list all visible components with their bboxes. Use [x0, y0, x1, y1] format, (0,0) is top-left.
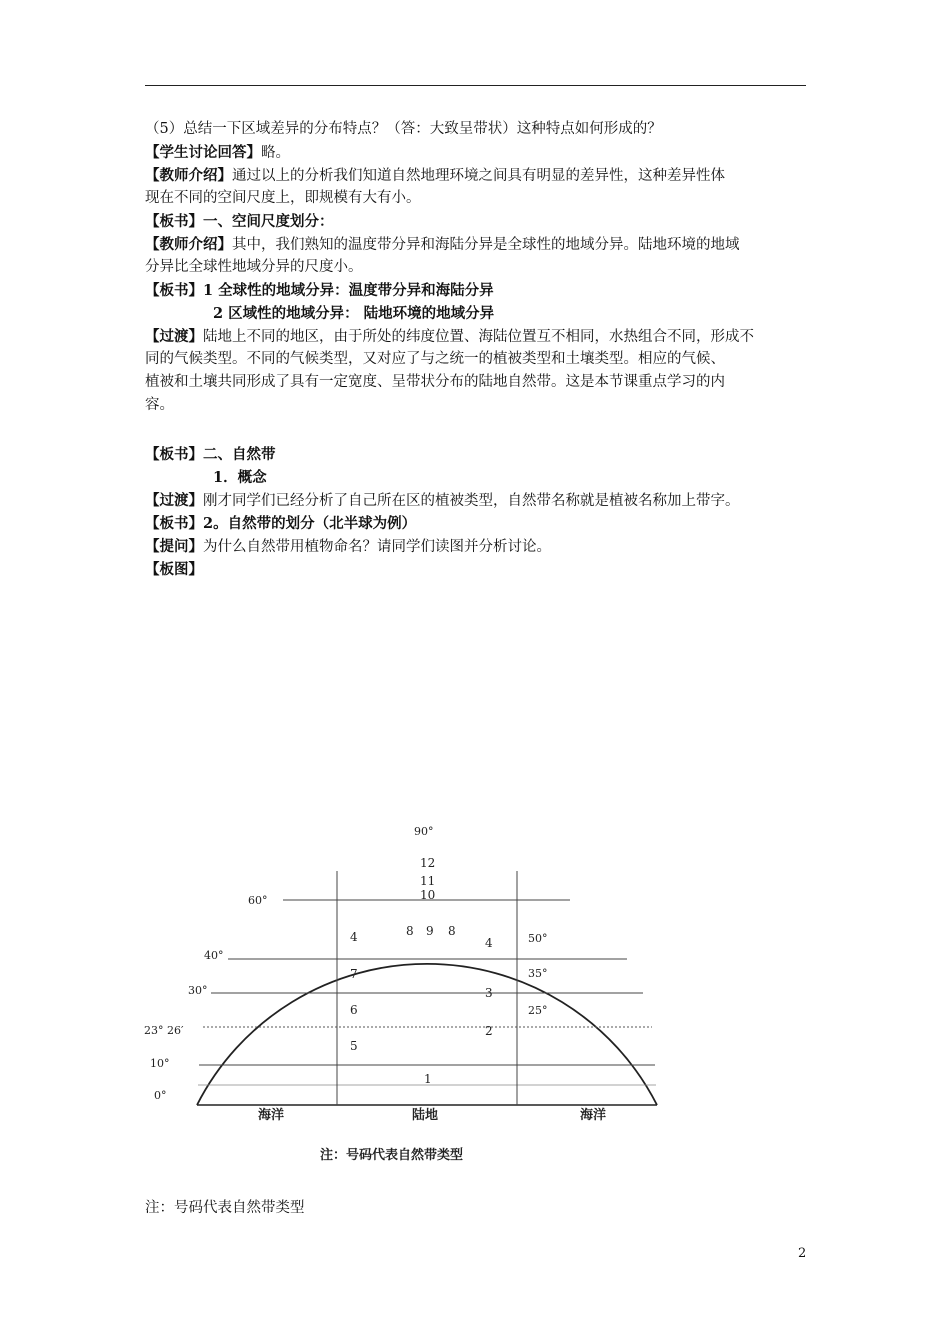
zone-3: 3: [485, 986, 493, 1000]
bold-segment: 1．概念: [213, 469, 267, 486]
lat-90-label: 90°: [414, 825, 434, 838]
ocean-right-label: 海洋: [580, 1108, 607, 1123]
text-line: [145, 535, 807, 558]
figure-caption: 注：号码代表自然带类型: [320, 1148, 464, 1163]
lat-60-label: 60°: [248, 894, 268, 907]
zone-8-right: 8: [448, 924, 456, 938]
zone-11: 11: [420, 874, 436, 888]
text-segment: 略。: [261, 145, 290, 161]
lesson-text: [145, 118, 807, 581]
text-segment: 刚才同学们已经分析了自己所在区的植被类型，自然带名称就是植被名称加上带字。: [203, 493, 740, 509]
text-segment: 陆地上不同的地区，由于所处的纬度位置、海陆位置互不相同，水热组合不同，形成不: [203, 329, 754, 345]
bold-segment: 2 区域性的地域分异： 陆地环境的地域分异: [213, 305, 495, 322]
blank-line: [145, 417, 807, 443]
bold-segment: 【板书】1 全球性的地域分异：温度带分异和海陆分异: [145, 282, 494, 299]
zone-7: 7: [350, 967, 358, 981]
figure-note: 注：号码代表自然带类型: [145, 1200, 305, 1216]
page-number: 2: [798, 1246, 807, 1261]
lat-0-label: 0°: [154, 1089, 167, 1102]
text-segment: （5）总结一下区域差异的分布特点？（答：大致呈带状）这种特点如何形成的？: [145, 121, 662, 137]
bold-segment: 【提问】: [145, 538, 203, 555]
bold-segment: 【板书】一、空间尺度划分：: [145, 213, 334, 230]
zone-2: 2: [485, 1024, 493, 1038]
lat-50-label: 50°: [528, 932, 548, 945]
zone-10: 10: [420, 888, 436, 902]
text-line: [145, 466, 807, 489]
zone-12: 12: [420, 856, 436, 870]
natural-zone-diagram: [140, 815, 670, 1170]
text-line: [145, 118, 807, 141]
text-line: [145, 279, 807, 302]
text-line: [145, 348, 807, 371]
bold-segment: 【板书】二、自然带: [145, 446, 276, 463]
text-segment: 为什么自然带用植物命名？请同学们读图并分析讨论。: [203, 539, 551, 555]
text-line: [145, 512, 807, 535]
zone-5: 5: [350, 1039, 358, 1053]
text-segment: 分异比全球性地域分异的尺度小。: [145, 259, 363, 275]
text-line: [145, 325, 807, 348]
bold-segment: 【学生讨论回答】: [145, 144, 261, 161]
lat-10-label: 10°: [150, 1057, 170, 1070]
text-segment: 通过以上的分析我们知道自然地理环境之间具有明显的差异性，这种差异性体: [232, 168, 725, 184]
text-line: [145, 187, 807, 210]
bold-segment: 【板图】: [145, 561, 203, 578]
text-line: [145, 141, 807, 164]
bold-segment: 【板书】2。自然带的划分（北半球为例）: [145, 515, 417, 532]
text-line: [145, 394, 807, 417]
zone-1: 1: [424, 1072, 432, 1086]
zone-4-left: 4: [350, 930, 358, 944]
text-line: [145, 233, 807, 256]
bold-segment: 【过渡】: [145, 492, 203, 509]
bold-segment: 【过渡】: [145, 328, 203, 345]
lat-30-label: 30°: [188, 984, 208, 997]
text-line: [145, 443, 807, 466]
header-rule: [145, 85, 806, 86]
zone-4-right: 4: [485, 936, 493, 950]
text-segment: 同的气候类型。不同的气候类型，又对应了与之统一的植被类型和土壤类型。相应的气候、: [145, 351, 725, 367]
text-line: [145, 256, 807, 279]
text-segment: 其中，我们熟知的温度带分异和海陆分异是全球性的地域分异。陆地环境的地域: [232, 237, 740, 253]
zone-8-left: 8: [406, 924, 414, 938]
zone-6: 6: [350, 1003, 358, 1017]
text-line: [145, 164, 807, 187]
text-segment: 容。: [145, 397, 174, 413]
text-line: [145, 558, 807, 581]
bold-segment: 【教师介绍】: [145, 236, 232, 253]
bold-segment: 【教师介绍】: [145, 167, 232, 184]
lat-25-label: 25°: [528, 1004, 548, 1017]
text-line: [145, 489, 807, 512]
lat-35-label: 35°: [528, 967, 548, 980]
text-line: [145, 302, 807, 325]
text-line: [145, 210, 807, 233]
text-segment: 现在不同的空间尺度上，即规模有大有小。: [145, 190, 421, 206]
text-line: [145, 371, 807, 394]
text-segment: 植被和土壤共同形成了具有一定宽度、呈带状分布的陆地自然带。这是本节课重点学习的内: [145, 374, 725, 390]
ocean-left-label: 海洋: [258, 1108, 285, 1123]
lat-40-label: 40°: [204, 949, 224, 962]
land-label: 陆地: [412, 1108, 439, 1123]
lat-2326-label: 23° 26′: [144, 1024, 184, 1037]
zone-9: 9: [426, 924, 434, 938]
